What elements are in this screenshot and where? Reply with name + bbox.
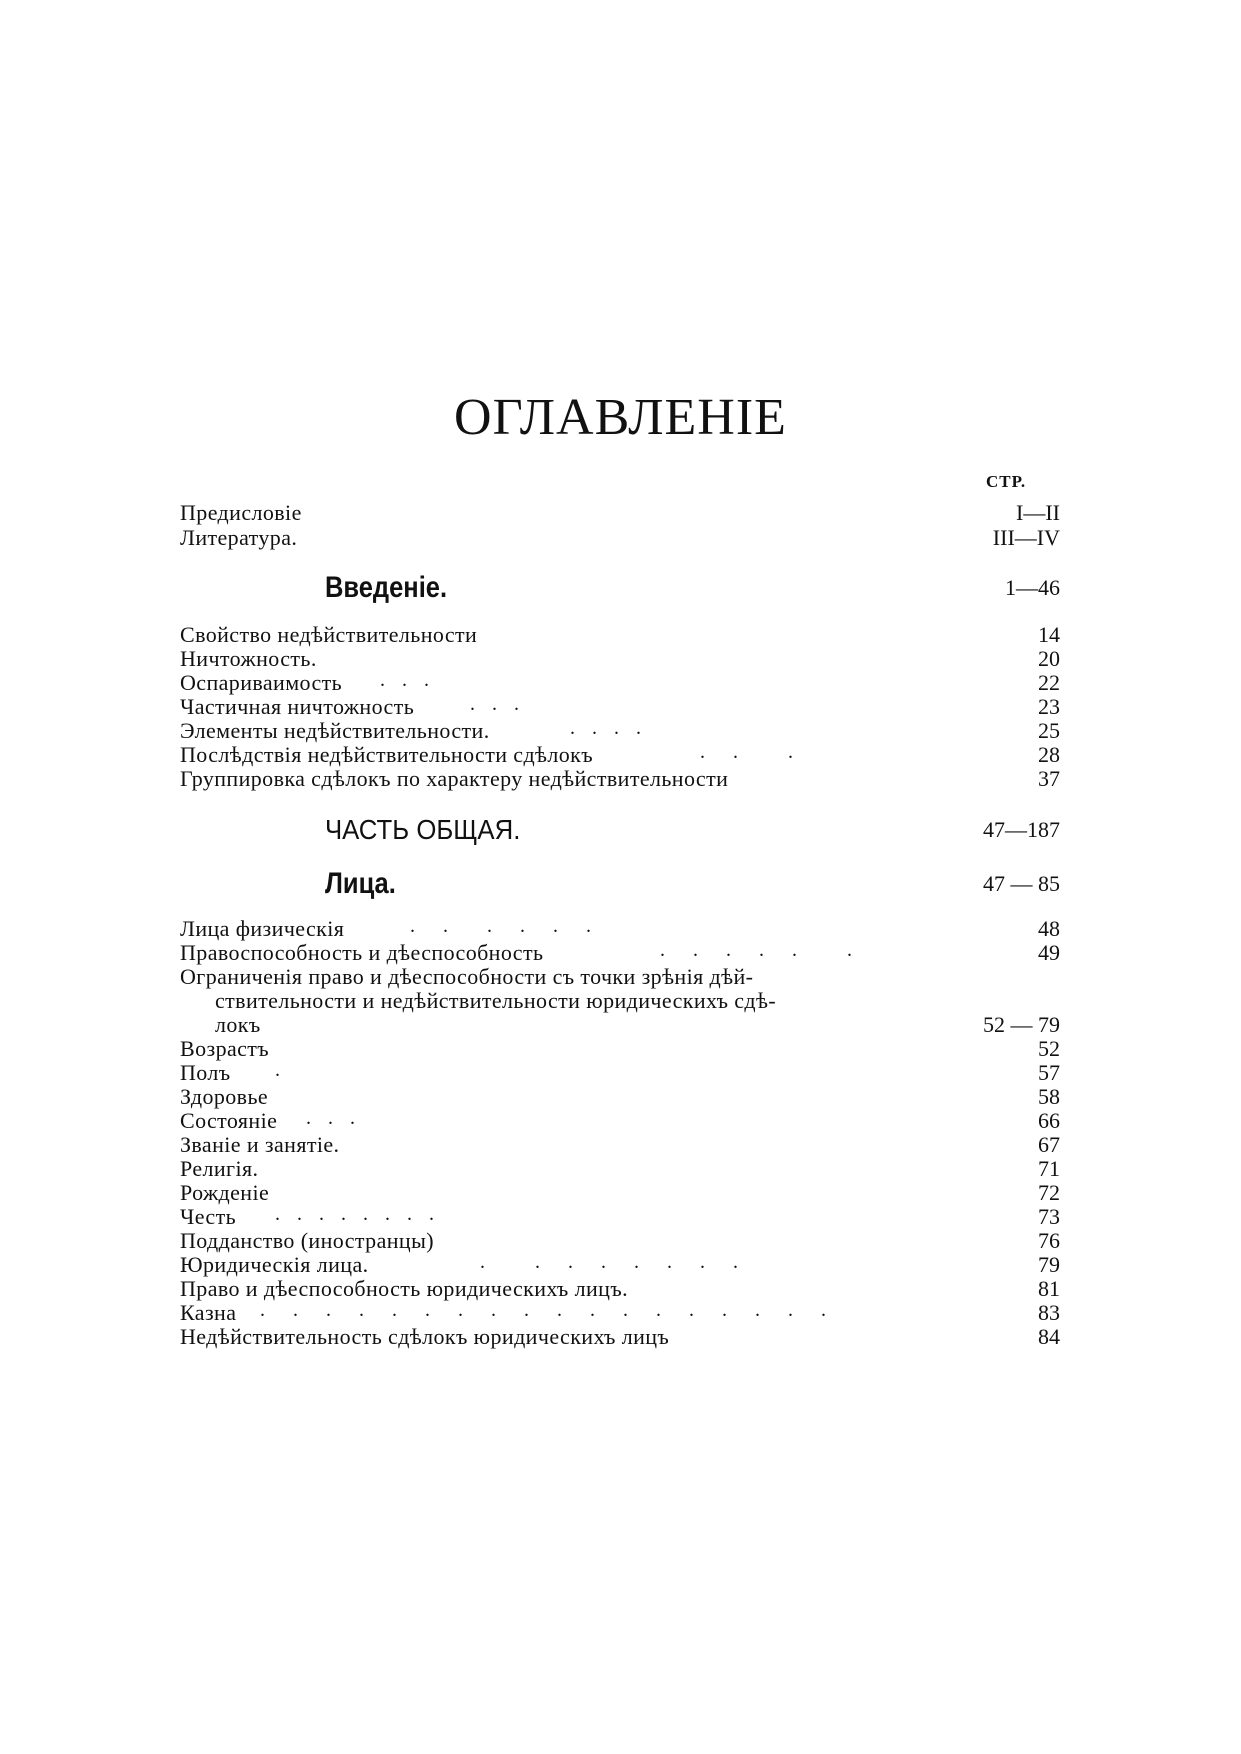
dot-leader: . . .: [306, 1107, 361, 1129]
toc-entry-line-2: [180, 988, 1060, 1013]
toc-entry-page: 28: [1038, 742, 1060, 767]
toc-entry-page: 20: [1038, 646, 1060, 671]
toc-entry-page: 79: [1038, 1252, 1060, 1277]
toc-entry: [180, 622, 1060, 647]
section-heading-label: Введеніе.: [325, 571, 448, 604]
toc-entry: [180, 670, 1060, 695]
toc-entry-page: 76: [1038, 1228, 1060, 1253]
toc-entry: [180, 742, 1060, 767]
toc-entry-label: Ограниченія право и дѣеспособности съ точки зрѣнія дѣй-: [180, 964, 754, 989]
toc-entry: [180, 1036, 1060, 1061]
toc-entry: [180, 1252, 1060, 1277]
toc-entry-label: Правоспособность и дѣеспособность: [180, 940, 544, 965]
dot-leader: . . . . . . . . . . . . . . . . . .: [260, 1299, 832, 1321]
toc-entry: [180, 916, 1060, 941]
toc-entry-label: Возрастъ: [180, 1036, 270, 1061]
toc-entry-label: Казна: [180, 1300, 237, 1325]
toc-entry-page: 48: [1038, 916, 1060, 941]
page-column-heading: СТР.: [986, 472, 1027, 491]
toc-entry: [180, 1204, 1060, 1229]
toc-entry-page: 58: [1038, 1084, 1060, 1109]
section-heading-label: ЧАСТЬ ОБЩАЯ.: [325, 814, 521, 845]
toc-entry-page: III—IV: [992, 525, 1060, 550]
toc-entry: [180, 1300, 1060, 1325]
toc-entry-page: I—II: [1016, 500, 1060, 525]
dot-leader: . . . . . .: [660, 939, 858, 961]
toc-entry-page: 57: [1038, 1060, 1060, 1085]
toc-entry-page: 22: [1038, 670, 1060, 695]
toc-entry-page: 72: [1038, 1180, 1060, 1205]
toc-entry: [180, 646, 1060, 671]
toc-entry-label: Юридическія лица.: [180, 1252, 369, 1277]
toc-entry-label: Литература.: [180, 525, 298, 550]
section-heading-general-part: [180, 810, 1060, 850]
toc-entry-label: Религія.: [180, 1156, 259, 1181]
toc-entry-page: 81: [1038, 1276, 1060, 1301]
toc-entry-page: 84: [1038, 1324, 1060, 1349]
toc-entry-label: Послѣдствія недѣйствительности сдѣлокъ: [180, 742, 594, 767]
toc-entry-preface: [180, 500, 1060, 525]
dot-leader: . . . .: [570, 717, 647, 739]
toc-entry-page: 83: [1038, 1300, 1060, 1325]
dot-leader: . . . . . . . .: [275, 1203, 440, 1225]
section-heading-pages: 47—187: [983, 817, 1060, 842]
toc-entry-label: Частичная ничтожность: [180, 694, 415, 719]
section-heading-introduction: [180, 568, 1060, 608]
toc-entry-page: 23: [1038, 694, 1060, 719]
toc-entry-page: 66: [1038, 1108, 1060, 1133]
dot-leader: . . .: [470, 693, 525, 715]
toc-entry-label: Оспариваимость: [180, 670, 343, 695]
toc-entry-page: 37: [1038, 766, 1060, 791]
toc-entry-label: Свойство недѣйствительности: [180, 622, 478, 647]
toc-entry-label: Здоровье: [180, 1084, 269, 1109]
toc-entry-line-3: [180, 1012, 1060, 1037]
toc-entry-label: Лица физическія: [180, 916, 345, 941]
toc-entry-literature: [180, 525, 1060, 550]
toc-entry-label: Предисловіе: [180, 500, 302, 525]
toc-entry-line-1: [180, 964, 1060, 989]
page-title: ОГЛАВЛЕНІЕ: [454, 389, 787, 446]
toc-entry: [180, 718, 1060, 743]
toc-entry-label: Званіе и занятіе.: [180, 1132, 340, 1157]
toc-entry-page: 52 — 79: [983, 1012, 1060, 1037]
toc-entry-label: Честь: [180, 1204, 237, 1229]
toc-entry: [180, 940, 1060, 965]
toc-entry: [180, 1060, 1060, 1085]
dot-leader: . . . . . . . .: [480, 1251, 744, 1273]
dot-leader: . . .: [700, 741, 799, 763]
toc-entry-page: 67: [1038, 1132, 1060, 1157]
toc-entry-label: Полъ: [180, 1060, 231, 1085]
toc-entry-page: 52: [1038, 1036, 1060, 1061]
toc-entry: [180, 766, 1060, 791]
section-heading-persons: [180, 864, 1060, 904]
toc-entry-label: Недѣйствительность сдѣлокъ юридическихъ лицъ: [180, 1324, 670, 1349]
toc-entry-page: 14: [1038, 622, 1060, 647]
toc-entry-page: 25: [1038, 718, 1060, 743]
toc-entry-page: 73: [1038, 1204, 1060, 1229]
toc-entry-label: Состояніе: [180, 1108, 278, 1133]
section-heading-pages: 1—46: [1005, 575, 1060, 600]
toc-entry-page: 49: [1038, 940, 1060, 965]
dot-leader: .: [275, 1059, 286, 1081]
section-heading-label: Лица.: [325, 867, 396, 900]
toc-entry-label: Элементы недѣйствительности.: [180, 718, 490, 743]
toc-entry: [180, 1132, 1060, 1157]
toc-entry-label: Ничтожность.: [180, 646, 317, 671]
toc-entry-label: Рожденіе: [180, 1180, 270, 1205]
dot-leader: . . . . . .: [410, 915, 597, 937]
toc-entry-label: локъ: [215, 1012, 261, 1037]
toc-entry-label: ствительности и недѣйствительности юридическихъ сдѣ-: [215, 988, 777, 1013]
dot-leader: . . .: [380, 669, 435, 691]
toc-entry-page: 71: [1038, 1156, 1060, 1181]
toc-entry-label: Подданство (иностранцы): [180, 1228, 434, 1253]
toc-entry-label: Право и дѣеспособность юридическихъ лицъ.: [180, 1276, 629, 1301]
toc-entry: [180, 1324, 1060, 1349]
section-heading-pages: 47 — 85: [983, 871, 1060, 896]
toc-entry: [180, 1156, 1060, 1181]
toc-entry-label: Группировка сдѣлокъ по характеру недѣйствительности: [180, 766, 729, 791]
toc-entry: [180, 1108, 1060, 1133]
